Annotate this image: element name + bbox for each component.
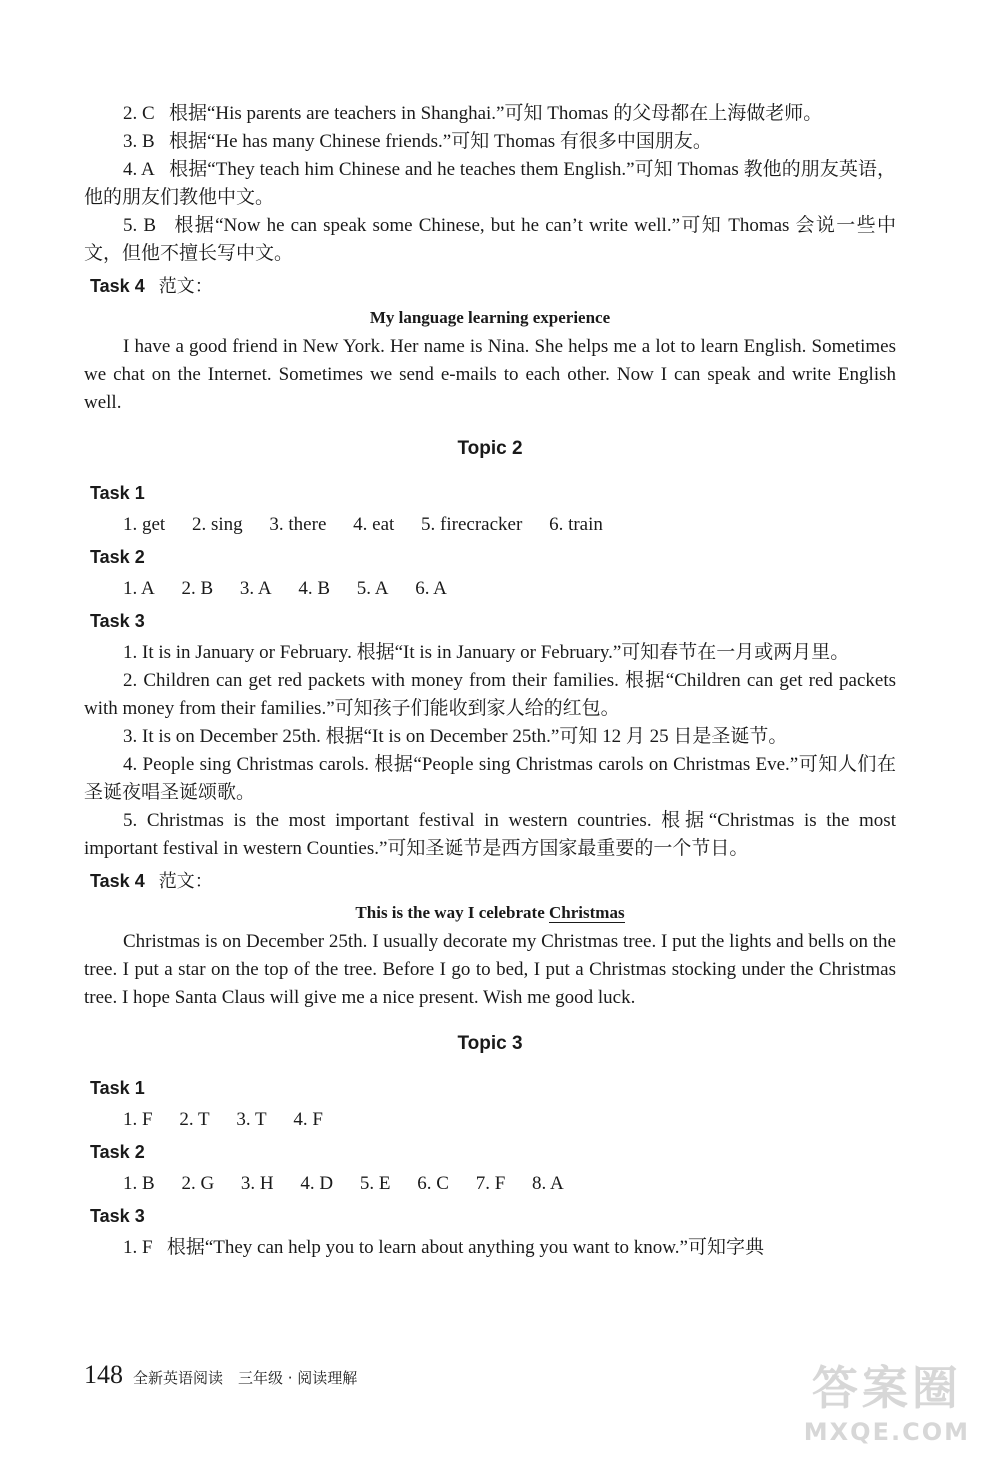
answer-item: 2. sing [191,514,243,535]
topic2-task1-answers [84,511,896,539]
answer-item: 5. firecracker [421,514,523,535]
book-title: 全新英语阅读 三年级 · 阅读理解 [133,1369,358,1387]
topic3-task3-heading: Task 3 [90,1206,145,1226]
answer-3: 3. B 根据“He has many Chinese friends.”可知 Thomas 有很多中国朋友。 [123,131,712,152]
answer-item: 4. B [298,578,330,599]
answer-item: 3. A [239,578,272,599]
answer-item: 2. T [179,1109,210,1130]
answer-item: 2. G [181,1173,215,1194]
answer-item: 3. T [236,1109,267,1130]
topic2-title: Topic 2 [457,438,523,459]
answer-item: 5. E [359,1173,391,1194]
topic2-task4-heading: Task 4 范文： [90,871,213,892]
answer-item: 4. eat [353,514,395,535]
answer-item: 8. A [532,1173,564,1194]
topic3-task1-heading: Task 1 [90,1078,145,1098]
topic3-task1-answers [84,1106,896,1134]
page-number: 148 [84,1360,123,1389]
answer-item: 7. F [475,1173,506,1194]
topic2-task3-answer: 5. Christmas is the most important festival in western countries. 根据“Christmas is the most important festival in western Counties.”可知圣诞节是西方国家最重要的一个节日。 [84,810,896,859]
topic2-task2-heading: Task 2 [90,547,145,567]
answer-item: 6. C [417,1173,449,1194]
answer-item: 2. B [181,578,214,599]
answer-item: 1. get [123,514,166,535]
topic3-task2-answers [84,1170,896,1198]
topic3-task2-heading: Task 2 [90,1142,145,1162]
page-footer [84,1360,357,1390]
task4-heading: Task 4 范文： [90,276,213,297]
answer-item: 5. A [356,578,389,599]
watermark-logo: 答案圈 MXQE.COM [803,1361,970,1446]
answer-item: 4. F [293,1109,323,1130]
answer-item: 1. B [123,1173,155,1194]
answer-item: 3. H [240,1173,274,1194]
page-content [84,100,896,1262]
essay-title-1: My language learning experience [369,308,611,327]
essay-body-2: Christmas is on December 25th. I usually decorate my Christmas tree. I put the lights and bells on the tree. I put a star on the top of the tree. Before I go to bed, I put a Christmas stocking under the Christmas tree. I hope Santa Claus will give me a nice present. Wish me good luck. [84,931,896,1008]
topic2-task3-answer: 3. It is on December 25th. 根据“It is on December 25th.”可知 12 月 25 日是圣诞节。 [123,726,788,747]
answer-item: 4. D [300,1173,334,1194]
topic2-task3-answer: 2. Children can get red packets with money from their families. 根据“Children can get red packets with money from their families.”可知孩子们能收到家人给的红包。 [84,670,896,719]
topic2-task3-answer: 4. People sing Christmas carols. 根据“People sing Christmas carols on Christmas Eve.”可知人们在圣诞夜唱圣诞颂歌。 [84,754,896,803]
topic2-task3-heading: Task 3 [90,611,145,631]
answer-2: 2. C 根据“His parents are teachers in Shanghai.”可知 Thomas 的父母都在上海做老师。 [123,103,823,124]
answer-item: 1. A [123,578,155,599]
essay-title-2: This is the way I celebrate Christmas [355,903,625,922]
topic2-task3-answer: 1. It is in January or February. 根据“It is in January or February.”可知春节在一月或两月里。 [123,642,850,663]
answer-item: 6. A [415,578,447,599]
topic2-task1-heading: Task 1 [90,483,145,503]
answer-5: 5. B 根据“Now he can speak some Chinese, but he can’t write well.”可知 Thomas 会说一些中文，但他不擅长写中文。 [84,215,896,264]
answer-4: 4. A 根据“They teach him Chinese and he teaches them English.”可知 Thomas 教他的朋友英语，他的朋友们教他中文。 [84,159,896,208]
answer-item: 6. train [549,514,603,535]
answer-item: 3. there [269,514,327,535]
topic2-task2-answers [84,575,896,603]
topic3-title: Topic 3 [457,1033,523,1054]
answer-item: 1. F [123,1109,153,1130]
essay-body-1: I have a good friend in New York. Her name is Nina. She helps me a lot to learn English. Sometimes we chat on the Internet. Sometimes we send e-mails to each other. Now I can speak and write English well. [84,336,896,413]
topic3-task3-answer: 1. F 根据“They can help you to learn about anything you want to know.”可知字典 [123,1237,764,1258]
